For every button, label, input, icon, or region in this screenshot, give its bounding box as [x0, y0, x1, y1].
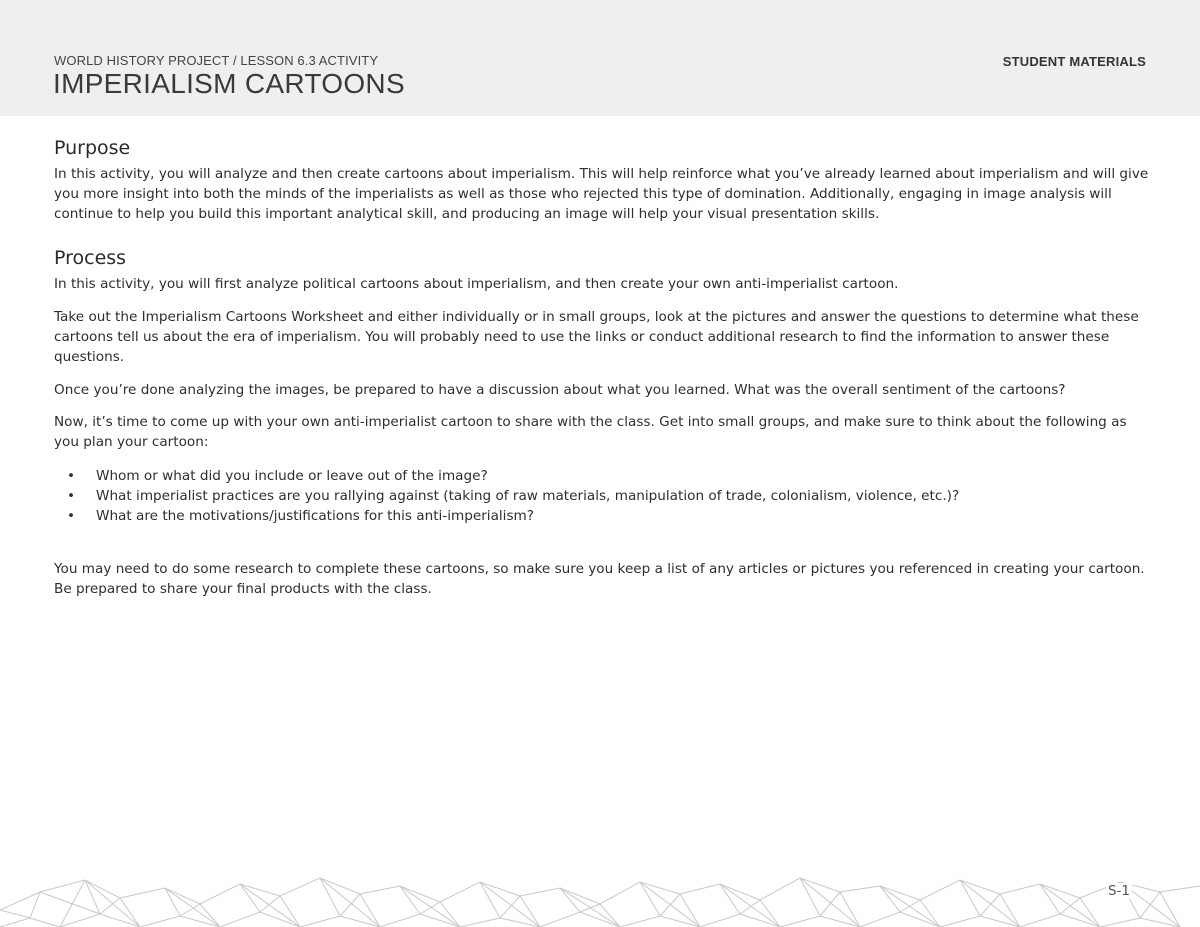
purpose-heading: Purpose	[54, 137, 131, 159]
purpose-paragraph: In this activity, you will analyze and then create cartoons about imperialism. This will help reinforce what you’ve already learned about imperialism and will give you more insight into both the minds of the imperialists as well as those who rejected this type of domination. Additionally, engaging in image analysis will continue to help you build this important analytical skill, and producing an image will help your visual presentation skills.	[54, 166, 1149, 222]
header-band	[0, 0, 1200, 116]
list-item	[54, 486, 1149, 506]
list-item	[54, 466, 1149, 486]
list-item-text: Whom or what did you include or leave out of the image?	[96, 467, 488, 484]
bullet-icon: •	[67, 507, 76, 524]
bullet-icon: •	[67, 467, 76, 484]
breadcrumb: WORLD HISTORY PROJECT / LESSON 6.3 ACTIVITY	[54, 53, 379, 68]
list-item-text: What are the motivations/justifications for this anti-imperialism?	[96, 507, 535, 524]
process-paragraph: Now, it’s time to come up with your own anti-imperialist cartoon to share with the class. Get into small groups, and make sure to think about the following as you plan your cartoon:	[54, 414, 1127, 451]
process-paragraph: Take out the Imperialism Cartoons Worksheet and either individually or in small groups, look at the pictures and answer the questions to determine what these cartoons tell us about the era of imperialism. You will probably need to use the links or conduct additional research to find the information to answer these questions.	[54, 309, 1139, 365]
process-heading: Process	[54, 247, 127, 270]
page-number: S-1	[1107, 883, 1130, 899]
list-item-text: What imperialist practices are you rallying against (taking of raw materials, manipulation of trade, colonialism, violence, etc.)?	[96, 487, 960, 504]
footer-geometric-pattern	[0, 870, 1200, 927]
process-paragraph: In this activity, you will first analyze political cartoons about imperialism, and then create your own anti-imperialist cartoon.	[54, 276, 899, 293]
student-materials-label: STUDENT MATERIALS	[1002, 54, 1146, 69]
page-title: IMPERIALISM CARTOONS	[53, 68, 405, 99]
bullet-icon: •	[67, 487, 76, 504]
closing-paragraph: You may need to do some research to complete these cartoons, so make sure you keep a list of any articles or pictures you referenced in creating your cartoon. Be prepared to share your final products with the class.	[54, 560, 1145, 597]
list-item	[54, 506, 1149, 526]
considerations-list	[54, 466, 1149, 526]
document-body	[54, 136, 1149, 613]
process-paragraph: Once you’re done analyzing the images, be prepared to have a discussion about what you learned. What was the overall sentiment of the cartoons?	[54, 381, 1066, 398]
